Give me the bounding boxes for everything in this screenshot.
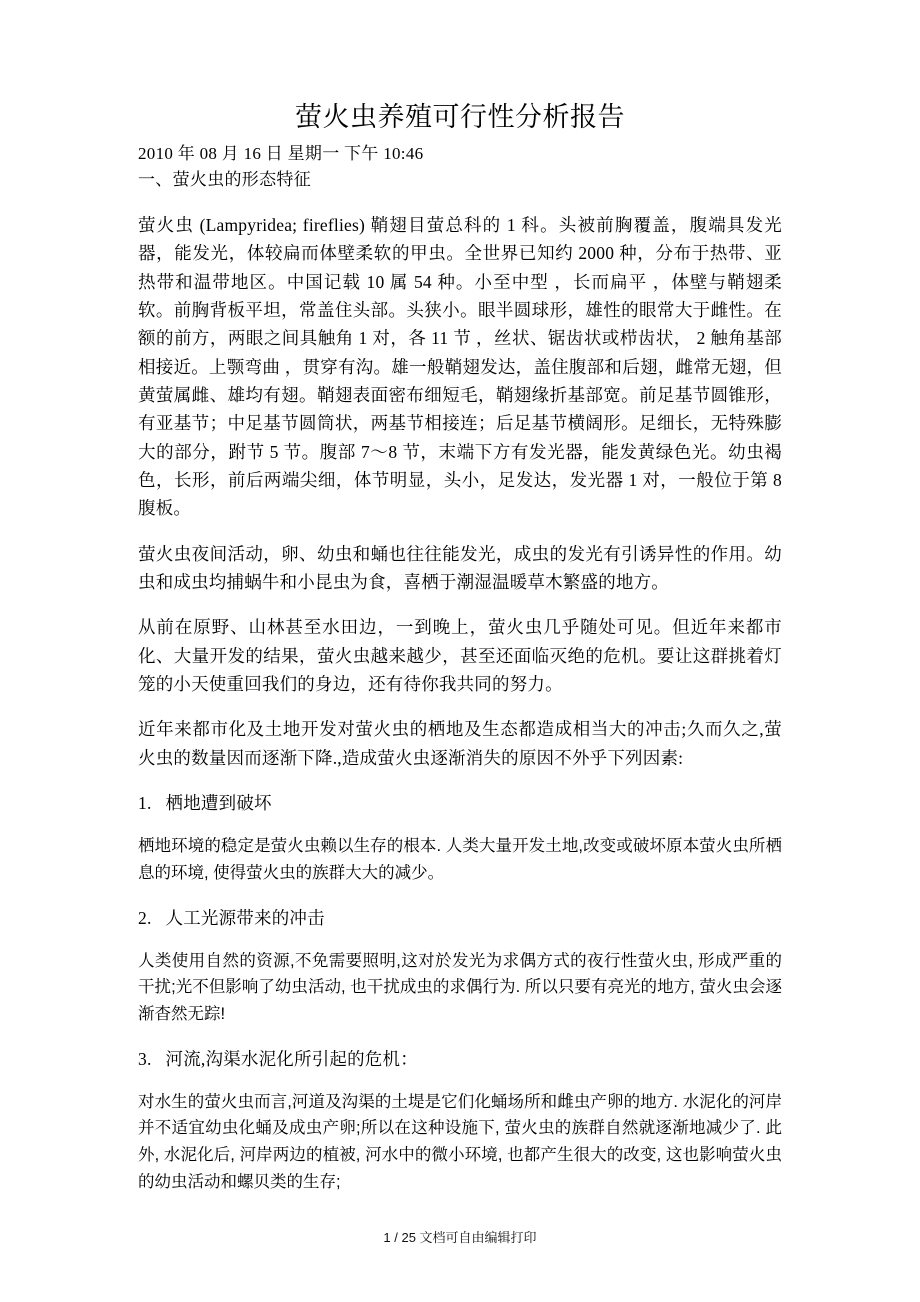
paragraph: 栖地环境的稳定是萤火虫赖以生存的根本. 人类大量开发土地,改变或破坏原本萤火虫所栖息的环境, 使得萤火虫的族群大大的减少。: [138, 837, 782, 882]
paragraph: 从前在原野、山林甚至水田边，一到晚上，萤火虫几乎随处可见。但近年来都市化、大量开发的结果，萤火虫越来越少，甚至还面临灭绝的危机。要让这群挑着灯笼的小天使重回我们的身边，还有待你我共同的努力。: [138, 617, 782, 695]
paragraph: 近年来都市化及土地开发对萤火虫的栖地及生态都造成相当大的冲击;久而久之,萤火虫的数量因而逐渐下降.,造成萤火虫逐渐消失的原因不外乎下列因素:: [138, 719, 782, 768]
paragraph: 对水生的萤火虫而言,河道及沟渠的土堤是它们化蛹场所和雌虫产卵的地方. 水泥化的河岸并不适宜幼虫化蛹及成虫产卵;所以在这种设施下, 萤火虫的族群自然就逐渐地减少了. 此外, 水泥化后, 河岸两边的植被, 河水中的微小环境, 也都产生很大的改变, 这也影响萤火虫的幼虫活动和螺贝类的生存;: [138, 1092, 782, 1191]
list-item-label: 栖地遭到破坏: [165, 793, 272, 814]
paragraph: 萤火虫 (Lampyridea; fireflies) 鞘翅目萤总科的 1 科。头被前胸覆盖，腹端具发光器，能发光，体较扁而体壁柔软的甲虫。全世界已知约 2000 种，分布于热带、亚热带和温带地区。中国记载 10 属 54 种。小至中型 ，长而扁平 ，体壁与鞘翅柔软。前胸背板平坦，常盖住头部。头狭小。眼半圆球形，雄性的眼常大于雌性。在额的前方，两眼之间具触角 1 对，各 11 节 ，丝状、锯齿状或栉齿状， 2 触角基部相接近。上颚弯曲 ，贯穿有沟。雄一般鞘翅发达，盖住腹部和后翅，雌常无翅，但黄萤属雌、雄均有翅。鞘翅表面密布细短毛，鞘翅缘折基部宽。前足基节圆锥形，有亚基节；中足基节圆筒状，两基节相接连；后足基节横阔形。足细长，无特殊膨大的部分，跗节 5 节。腹部 7～8 节，末端下方有发光器，能发黄绿色光。幼虫褐色，长形，前后两端尖细，体节明显，头小，足发达，发光器 1 对，一般位于第 8 腹板。: [138, 214, 782, 519]
page-footer: 1 / 25 文档可自由编辑打印: [383, 1230, 537, 1245]
document-timestamp: 2010 年 08 月 16 日 星期一 下午 10:46: [138, 144, 424, 164]
page-title: 萤火虫养殖可行性分析报告: [295, 102, 625, 132]
section-heading: 一、萤火虫的形态特征: [138, 169, 311, 189]
document-body: [138, 100, 782, 1213]
list-item-index: 1.: [138, 793, 152, 814]
list-item-index: 3.: [138, 1048, 152, 1069]
list-item: [138, 1045, 782, 1073]
list-item-label: 人工光源带来的冲击: [165, 907, 325, 928]
paragraph: 萤火虫夜间活动，卵、幼虫和蛹也往往能发光，成虫的发光有引诱异性的作用。幼虫和成虫均捕蜗牛和小昆虫为食，喜栖于潮湿温暖草木繁盛的地方。: [138, 543, 782, 593]
list-item: [138, 789, 782, 817]
paragraph: 人类使用自然的资源,不免需要照明,这对於发光为求偶方式的夜行性萤火虫, 形成严重的干扰;光不但影响了幼虫活动, 也干扰成虫的求偶行为. 所以只要有亮光的地方, 萤火虫会逐渐杳然无踪!: [138, 951, 782, 1023]
list-item-index: 2.: [138, 907, 152, 928]
list-item-label: 河流,沟渠水泥化所引起的危机：: [165, 1048, 418, 1069]
list-item: [138, 904, 782, 932]
